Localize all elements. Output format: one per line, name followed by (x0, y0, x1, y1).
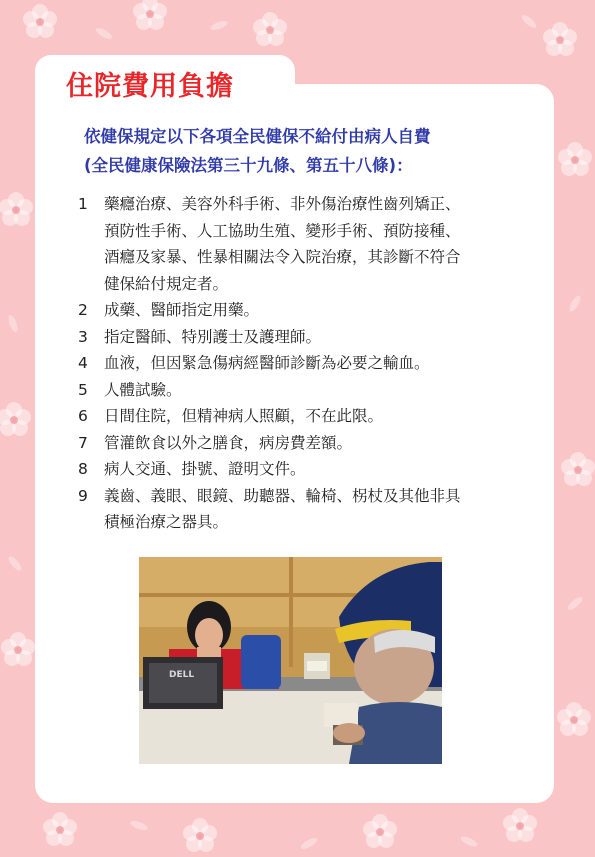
list-item (74, 456, 534, 483)
list-item (74, 324, 534, 351)
leaf-icon (7, 314, 20, 333)
leaf-icon (520, 13, 538, 30)
intro-line-1: 依健保規定以下各項全民健保不給付由病人自費 (84, 127, 431, 146)
leaf-icon (129, 819, 148, 832)
exclusion-list (74, 191, 534, 536)
page-title: 住院費用負擔 (66, 71, 234, 102)
item-number: 8 (78, 460, 88, 478)
item-text: 管灌飲食以外之膳食，病房費差額。 (104, 433, 353, 452)
item-text: 指定醫師、特別護士及護理師。 (104, 327, 322, 346)
intro-line-2: (全民健康保險法第三十九條、第五十八條)： (84, 156, 413, 175)
item-text: 血液，但因緊急傷病經醫師診斷為必要之輸血。 (104, 354, 430, 372)
item-text: 人體試驗。 (104, 380, 182, 399)
list-item (74, 297, 534, 324)
item-number: 2 (78, 301, 88, 319)
leaf-icon (7, 554, 24, 572)
item-number: 7 (78, 433, 88, 452)
item-number: 1 (78, 195, 88, 213)
counter-photo-illustration (139, 557, 442, 764)
list-item (74, 191, 534, 297)
leaf-icon (459, 835, 478, 849)
leaf-icon (567, 294, 582, 313)
leaf-icon (299, 836, 318, 851)
item-text: 成藥、醫師指定用藥。 (104, 301, 260, 319)
list-item (74, 403, 534, 430)
item-number: 5 (78, 380, 88, 399)
list-item (74, 430, 534, 457)
leaf-icon (209, 19, 228, 32)
list-item (74, 483, 534, 536)
list-item (74, 377, 534, 404)
item-text: 藥癮治療、美容外科手術、非外傷治療性齒列矯正、 預防性手術、人工協助生殖、變形手術、預防接種、 酒癮及家暴、性暴相關法令入院治療，其診斷不符合 健保給付規定者。 (104, 195, 461, 293)
item-number: 3 (78, 327, 88, 346)
monitor-brand-label: DELL (169, 670, 195, 680)
counter-photo (139, 557, 442, 764)
leaf-icon (94, 26, 113, 41)
item-text: 日間住院，但精神病人照顧，不在此限。 (104, 407, 384, 425)
item-number: 6 (78, 407, 88, 425)
intro-text (84, 122, 431, 180)
item-text: 義齒、義眼、眼鏡、助聽器、輪椅、柺杖及其他非具 積極治療之器具。 (104, 486, 461, 531)
list-item (74, 350, 534, 377)
item-number: 4 (78, 354, 88, 372)
leaf-icon (566, 595, 584, 612)
item-number: 9 (78, 486, 88, 505)
item-text: 病人交通、掛號、證明文件。 (104, 460, 306, 478)
